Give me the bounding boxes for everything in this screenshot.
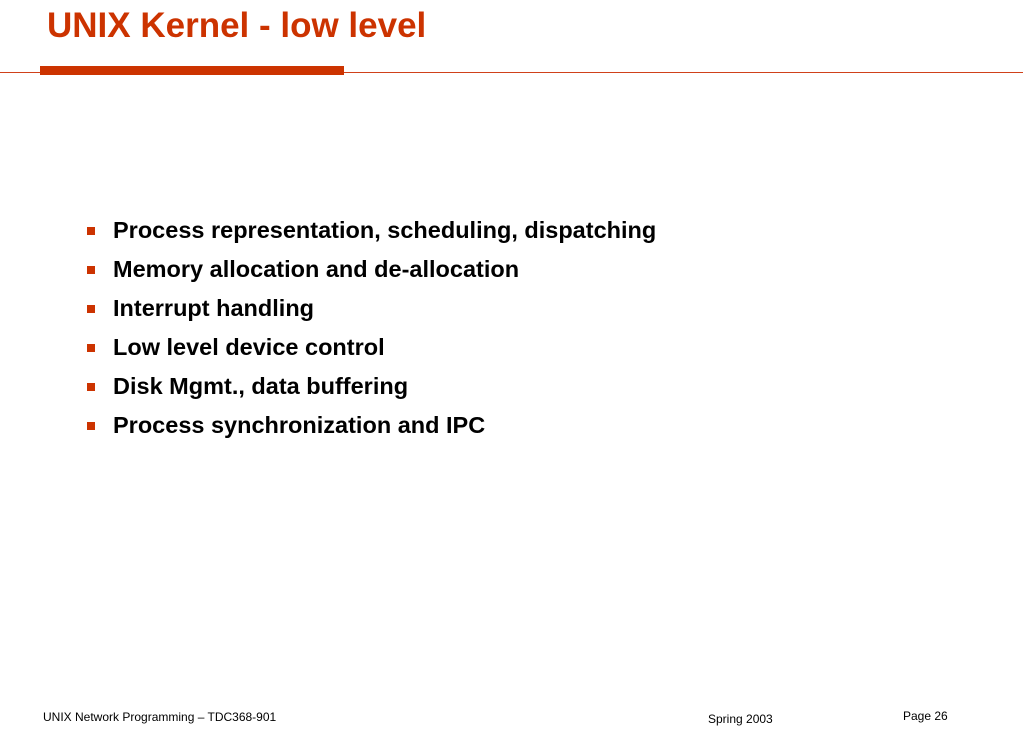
bullet-item	[87, 211, 656, 250]
square-bullet-icon	[87, 305, 95, 313]
bullet-item	[87, 328, 656, 367]
bullet-text: Process synchronization and IPC	[113, 412, 486, 438]
bullet-text: Low level device control	[113, 334, 385, 360]
square-bullet-icon	[87, 422, 95, 430]
bullet-item	[87, 406, 656, 445]
bullet-text: Process representation, scheduling, dispatching	[113, 217, 657, 243]
square-bullet-icon	[87, 227, 95, 235]
bullet-text: Disk Mgmt., data buffering	[113, 373, 409, 399]
footer-page-number: Page 26	[903, 709, 948, 723]
footer-term: Spring 2003	[708, 712, 773, 726]
bullet-text: Interrupt handling	[113, 295, 315, 321]
square-bullet-icon	[87, 266, 95, 274]
slide-title: UNIX Kernel - low level	[47, 6, 427, 45]
bullet-list	[87, 211, 656, 445]
bullet-text: Memory allocation and de-allocation	[113, 256, 520, 282]
title-accent-bar	[40, 66, 344, 75]
bullet-item	[87, 250, 656, 289]
bullet-item	[87, 367, 656, 406]
square-bullet-icon	[87, 383, 95, 391]
square-bullet-icon	[87, 344, 95, 352]
bullet-item	[87, 289, 656, 328]
footer-course: UNIX Network Programming – TDC368-901	[43, 710, 277, 724]
